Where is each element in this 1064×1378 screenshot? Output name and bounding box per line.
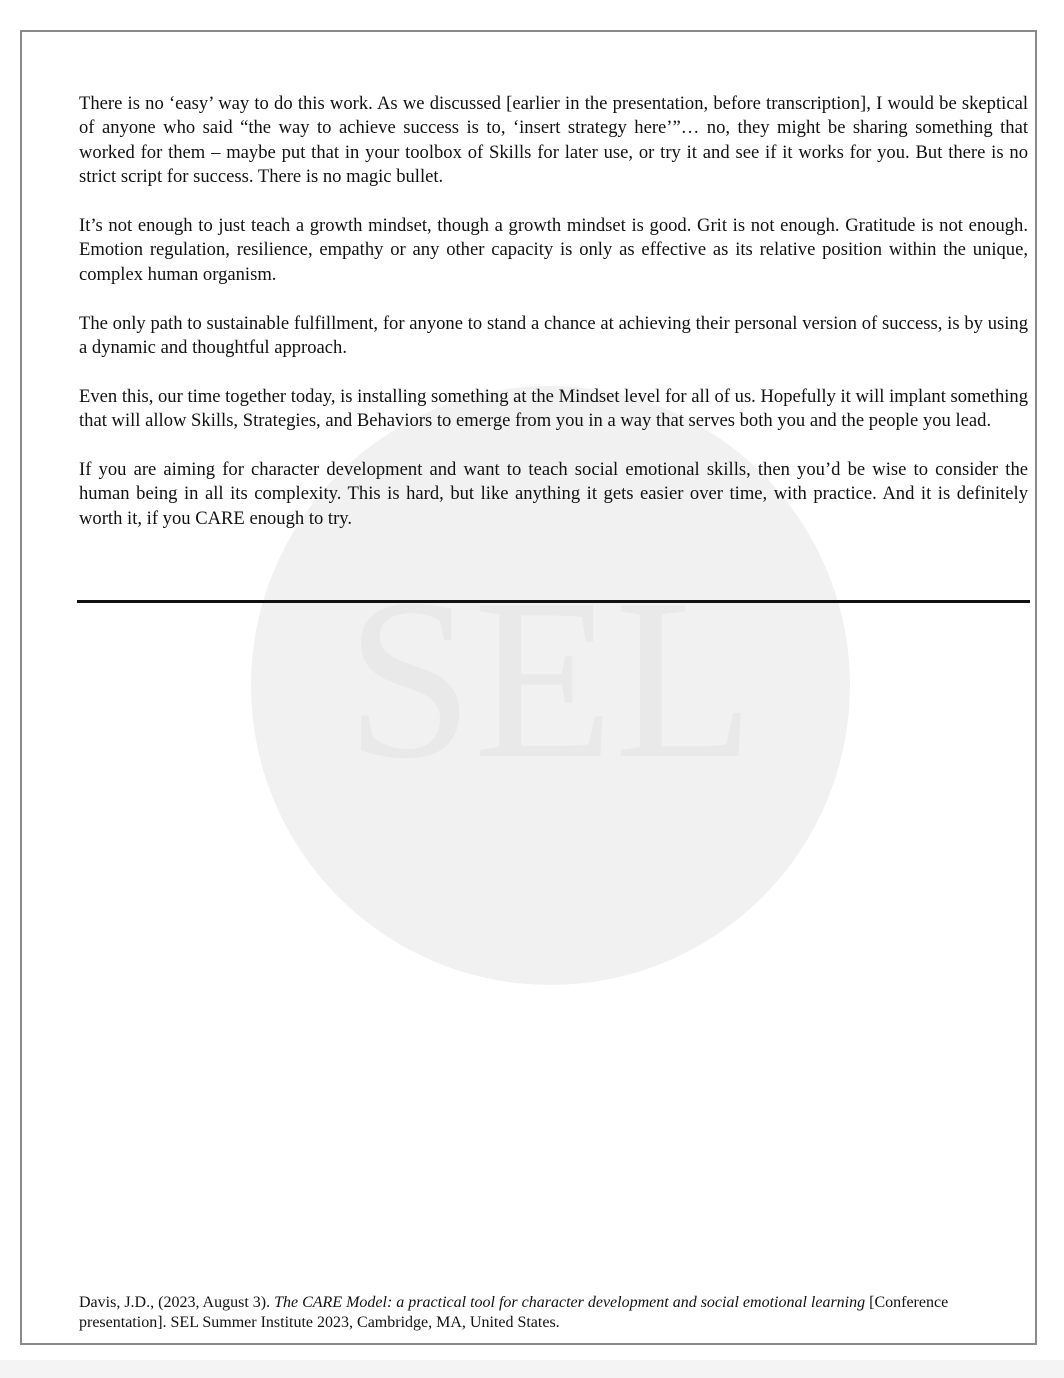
citation-title: The CARE Model: a practical tool for character development and social emotional learning (274, 1294, 866, 1311)
page-bottom-strip (0, 1360, 1064, 1378)
paragraph: It’s not enough to just teach a growth mindset, though a growth mindset is good. Grit is not enough. Gratitude is not enough. Emotion regulation, resilience, empathy or any other capacity is only as effective as its relative position within the unique, complex human organism. (79, 215, 1028, 285)
paragraph: Even this, our time together today, is installing something at the Mindset level for all of us. Hopefully it will implant something that will allow Skills, Strategies, and Behaviors to emerge from you in a way that serves both you and the people you lead. (79, 385, 1028, 432)
watermark-text: SEL (345, 551, 755, 806)
page-frame (20, 30, 1037, 1345)
citation-suffix: [Conference presentation]. SEL Summer Institute 2023, Cambridge, MA, United States. (79, 1294, 949, 1331)
section-divider (77, 600, 1030, 603)
body-text (79, 92, 1028, 556)
citation-prefix: Davis, J.D., (2023, August 3). (79, 1294, 275, 1311)
paragraph: The only path to sustainable fulfillment, for anyone to stand a chance at achieving their personal version of success, is by using a dynamic and thoughtful approach. (79, 312, 1028, 359)
paragraph: There is no ‘easy’ way to do this work. As we discussed [earlier in the presentation, before transcription], I would be skeptical of anyone who said “the way to achieve success is to, ‘insert strategy here’”… no, they might be sharing something that worked for them – maybe put that in your toolbox of Skills for later use, or try it and see if it works for you. But there is no strict script for success. There is no magic bullet. (79, 93, 1028, 188)
paragraph: If you are aiming for character development and want to teach social emotional skills, then you’d be wise to consider the human being in all its complexity. This is hard, but like anything it gets easier over time, with practice. And it is definitely worth it, if you CARE enough to try. (79, 459, 1028, 529)
citation (79, 1293, 999, 1333)
